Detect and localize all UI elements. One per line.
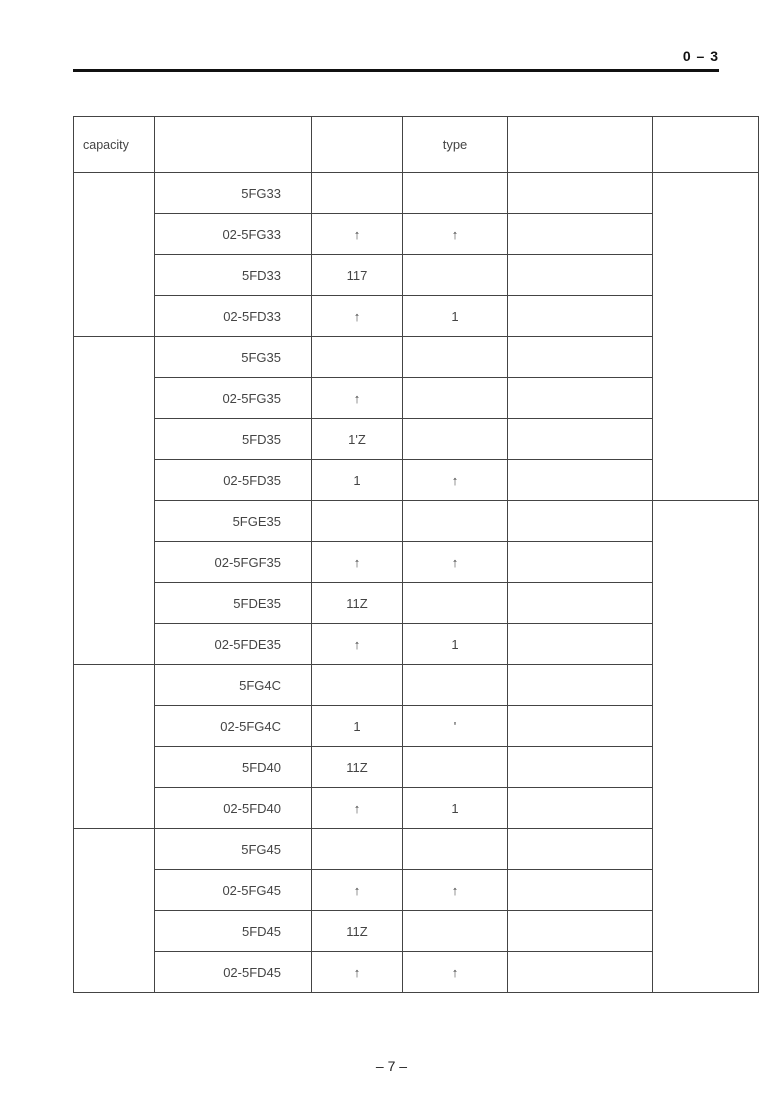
capacity-cell <box>74 665 155 829</box>
type-cell <box>403 501 508 542</box>
col3-cell <box>312 173 403 214</box>
model-table <box>73 116 759 993</box>
capacity-cell <box>74 829 155 993</box>
type-cell <box>403 911 508 952</box>
col6-cell <box>653 501 759 993</box>
capacity-cell <box>74 173 155 337</box>
col3-cell: ↑ <box>312 378 403 419</box>
model-cell: 5FD45 <box>155 911 312 952</box>
col3-cell: ↑ <box>312 624 403 665</box>
page-number: – 7 – <box>375 1058 408 1074</box>
col5-cell <box>508 870 653 911</box>
model-cell: 02-5FD33 <box>155 296 312 337</box>
col3-cell: 1'Z <box>312 419 403 460</box>
type-cell <box>403 255 508 296</box>
header-type: type <box>403 117 508 173</box>
col5-cell <box>508 542 653 583</box>
col5-cell <box>508 255 653 296</box>
col5-cell <box>508 829 653 870</box>
type-cell <box>403 378 508 419</box>
col5-cell <box>508 460 653 501</box>
model-cell: 02-5FD35 <box>155 460 312 501</box>
col3-cell: 11Z <box>312 747 403 788</box>
type-cell <box>403 583 508 624</box>
type-cell: ↑ <box>403 870 508 911</box>
model-cell: 02-5FD40 <box>155 788 312 829</box>
header-capacity: capacity <box>74 117 155 173</box>
model-cell: 5FD35 <box>155 419 312 460</box>
col3-cell <box>312 829 403 870</box>
col3-cell: ↑ <box>312 296 403 337</box>
col3-cell: 117 <box>312 255 403 296</box>
header-model <box>155 117 312 173</box>
type-cell <box>403 829 508 870</box>
model-cell: 02-5FG4C <box>155 706 312 747</box>
model-cell: 02-5FGF35 <box>155 542 312 583</box>
header-col6 <box>653 117 759 173</box>
model-cell: 02-5FG45 <box>155 870 312 911</box>
type-cell: 1 <box>403 788 508 829</box>
model-cell: 5FG4C <box>155 665 312 706</box>
col3-cell: ↑ <box>312 870 403 911</box>
col5-cell <box>508 665 653 706</box>
col3-cell: 11Z <box>312 911 403 952</box>
model-cell: 5FG35 <box>155 337 312 378</box>
table-row <box>74 501 759 542</box>
col5-cell <box>508 214 653 255</box>
col5-cell <box>508 296 653 337</box>
col3-cell: 1 <box>312 460 403 501</box>
model-cell: 5FGE35 <box>155 501 312 542</box>
col5-cell <box>508 747 653 788</box>
type-cell <box>403 747 508 788</box>
type-cell: 1 <box>403 624 508 665</box>
header-col5 <box>508 117 653 173</box>
model-cell: 5FG33 <box>155 173 312 214</box>
model-cell: 5FD33 <box>155 255 312 296</box>
col3-cell: 11Z <box>312 583 403 624</box>
model-cell: 5FDE35 <box>155 583 312 624</box>
col3-cell: ↑ <box>312 788 403 829</box>
col5-cell <box>508 419 653 460</box>
col5-cell <box>508 911 653 952</box>
header-col3 <box>312 117 403 173</box>
table-row <box>74 173 759 214</box>
model-cell: 02-5FDE35 <box>155 624 312 665</box>
col5-cell <box>508 583 653 624</box>
col5-cell <box>508 788 653 829</box>
col3-cell: ↑ <box>312 542 403 583</box>
type-cell: ' <box>403 706 508 747</box>
col5-cell <box>508 952 653 993</box>
col3-cell: 1 <box>312 706 403 747</box>
model-cell: 02-5FG35 <box>155 378 312 419</box>
model-cell: 5FG45 <box>155 829 312 870</box>
type-cell <box>403 173 508 214</box>
col3-cell: ↑ <box>312 952 403 993</box>
col3-cell <box>312 665 403 706</box>
col3-cell <box>312 501 403 542</box>
capacity-cell <box>74 337 155 665</box>
col5-cell <box>508 706 653 747</box>
type-cell <box>403 419 508 460</box>
col5-cell <box>508 337 653 378</box>
type-cell <box>403 337 508 378</box>
type-cell: 1 <box>403 296 508 337</box>
type-cell <box>403 665 508 706</box>
col3-cell: ↑ <box>312 214 403 255</box>
col5-cell <box>508 624 653 665</box>
type-cell: ↑ <box>403 460 508 501</box>
col3-cell <box>312 337 403 378</box>
col5-cell <box>508 501 653 542</box>
col5-cell <box>508 173 653 214</box>
section-page-code: 0 – 3 <box>682 48 719 64</box>
type-cell: ↑ <box>403 542 508 583</box>
type-cell: ↑ <box>403 214 508 255</box>
col5-cell <box>508 378 653 419</box>
type-cell: ↑ <box>403 952 508 993</box>
model-cell: 02-5FG33 <box>155 214 312 255</box>
model-cell: 02-5FD45 <box>155 952 312 993</box>
table-header-row <box>74 117 759 173</box>
header-rule <box>73 69 719 72</box>
model-cell: 5FD40 <box>155 747 312 788</box>
col6-cell <box>653 173 759 501</box>
